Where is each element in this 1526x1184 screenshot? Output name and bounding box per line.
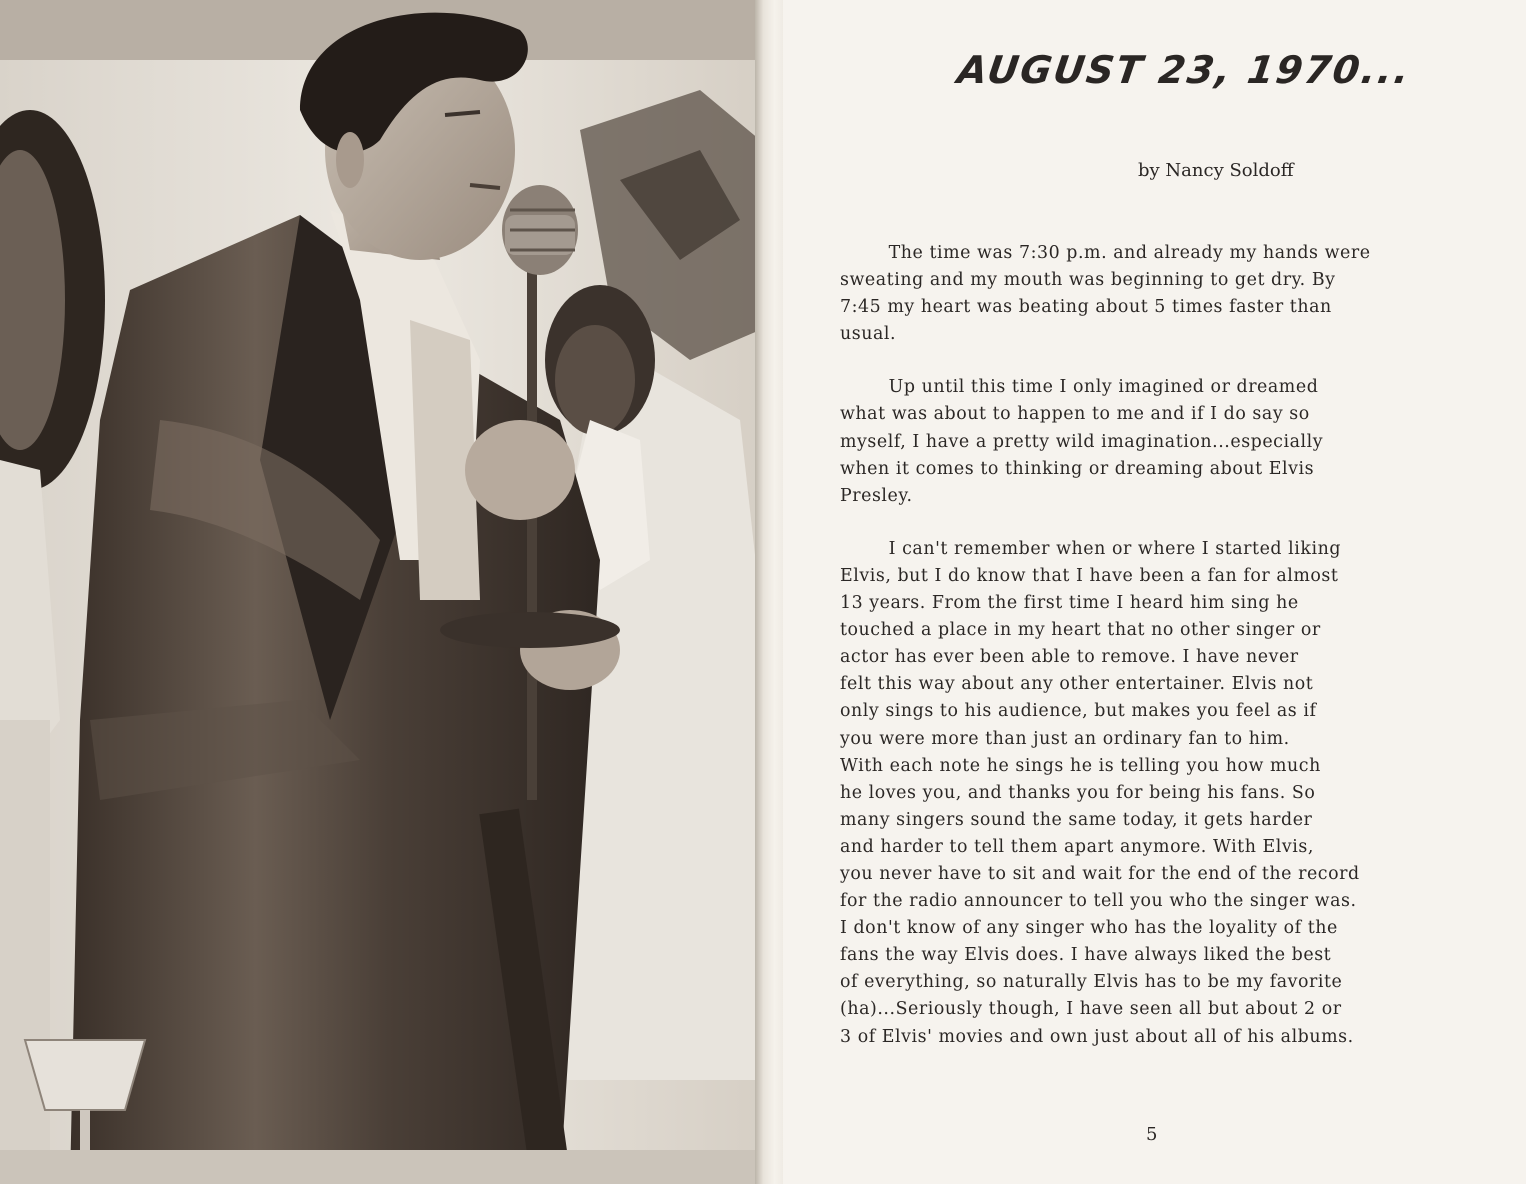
text-line: many singers sound the same today, it gets harder — [840, 809, 1313, 830]
text-line: Presley. — [840, 485, 913, 506]
text-line: when it comes to thinking or dreaming about Elvis — [840, 458, 1315, 479]
paragraph-gap — [840, 348, 1520, 374]
text-line: Up until this time I only imagined or dreamed — [840, 377, 1319, 398]
text-line: for the radio announcer to tell you who the singer was. — [840, 891, 1357, 912]
text-line: of everything, so naturally Elvis has to be my favorite — [840, 972, 1343, 993]
text-line: and harder to tell them apart anymore. With Elvis, — [840, 836, 1314, 857]
text-line: Elvis, but I do know that I have been a fan for almost — [840, 565, 1339, 586]
text-line: I don't know of any singer who has the loyality of the — [840, 918, 1338, 939]
paragraph-gap — [840, 510, 1520, 536]
text-line: fans the way Elvis does. I have always liked the best — [840, 945, 1332, 966]
article-page — [783, 0, 1526, 1184]
text-line: 13 years. From the first time I heard him sing he — [840, 593, 1299, 614]
article-title: AUGUST 23, 1970... — [954, 48, 1414, 92]
text-line: touched a place in my heart that no other singer or — [840, 620, 1321, 641]
text-line: only sings to his audience, but makes you feel as if — [840, 701, 1317, 722]
text-line: sweating and my mouth was beginning to get dry. By — [840, 270, 1336, 291]
text-line: The time was 7:30 p.m. and already my hands were — [840, 243, 1371, 263]
text-line: 7:45 my heart was beating about 5 times faster than — [840, 297, 1332, 318]
text-line: actor has ever been able to remove. I have never — [840, 647, 1299, 668]
singer-photograph — [0, 0, 762, 1184]
text-line: usual. — [840, 324, 897, 345]
page-gutter — [755, 0, 783, 1184]
text-line: (ha)...Seriously though, I have seen all but about 2 or — [840, 999, 1342, 1020]
article-body — [840, 240, 1520, 1051]
text-line: I can't remember when or where I started liking — [840, 538, 1342, 559]
text-line: he loves you, and thanks you for being his fans. So — [840, 782, 1316, 803]
text-line: 3 of Elvis' movies and own just about all of his albums. — [840, 1026, 1354, 1047]
photo-page — [0, 0, 762, 1184]
page-number: 5 — [1146, 1124, 1158, 1145]
text-line: you were more than just an ordinary fan to him. — [840, 728, 1290, 749]
text-line: felt this way about any other entertainer. Elvis not — [840, 674, 1314, 695]
article-byline: by Nancy Soldoff — [1138, 160, 1294, 181]
text-line: With each note he sings he is telling you how much — [840, 755, 1321, 776]
text-line: you never have to sit and wait for the end of the record — [840, 863, 1360, 884]
text-line: what was about to happen to me and if I do say so — [840, 404, 1310, 425]
text-line: myself, I have a pretty wild imagination...especially — [840, 431, 1324, 452]
